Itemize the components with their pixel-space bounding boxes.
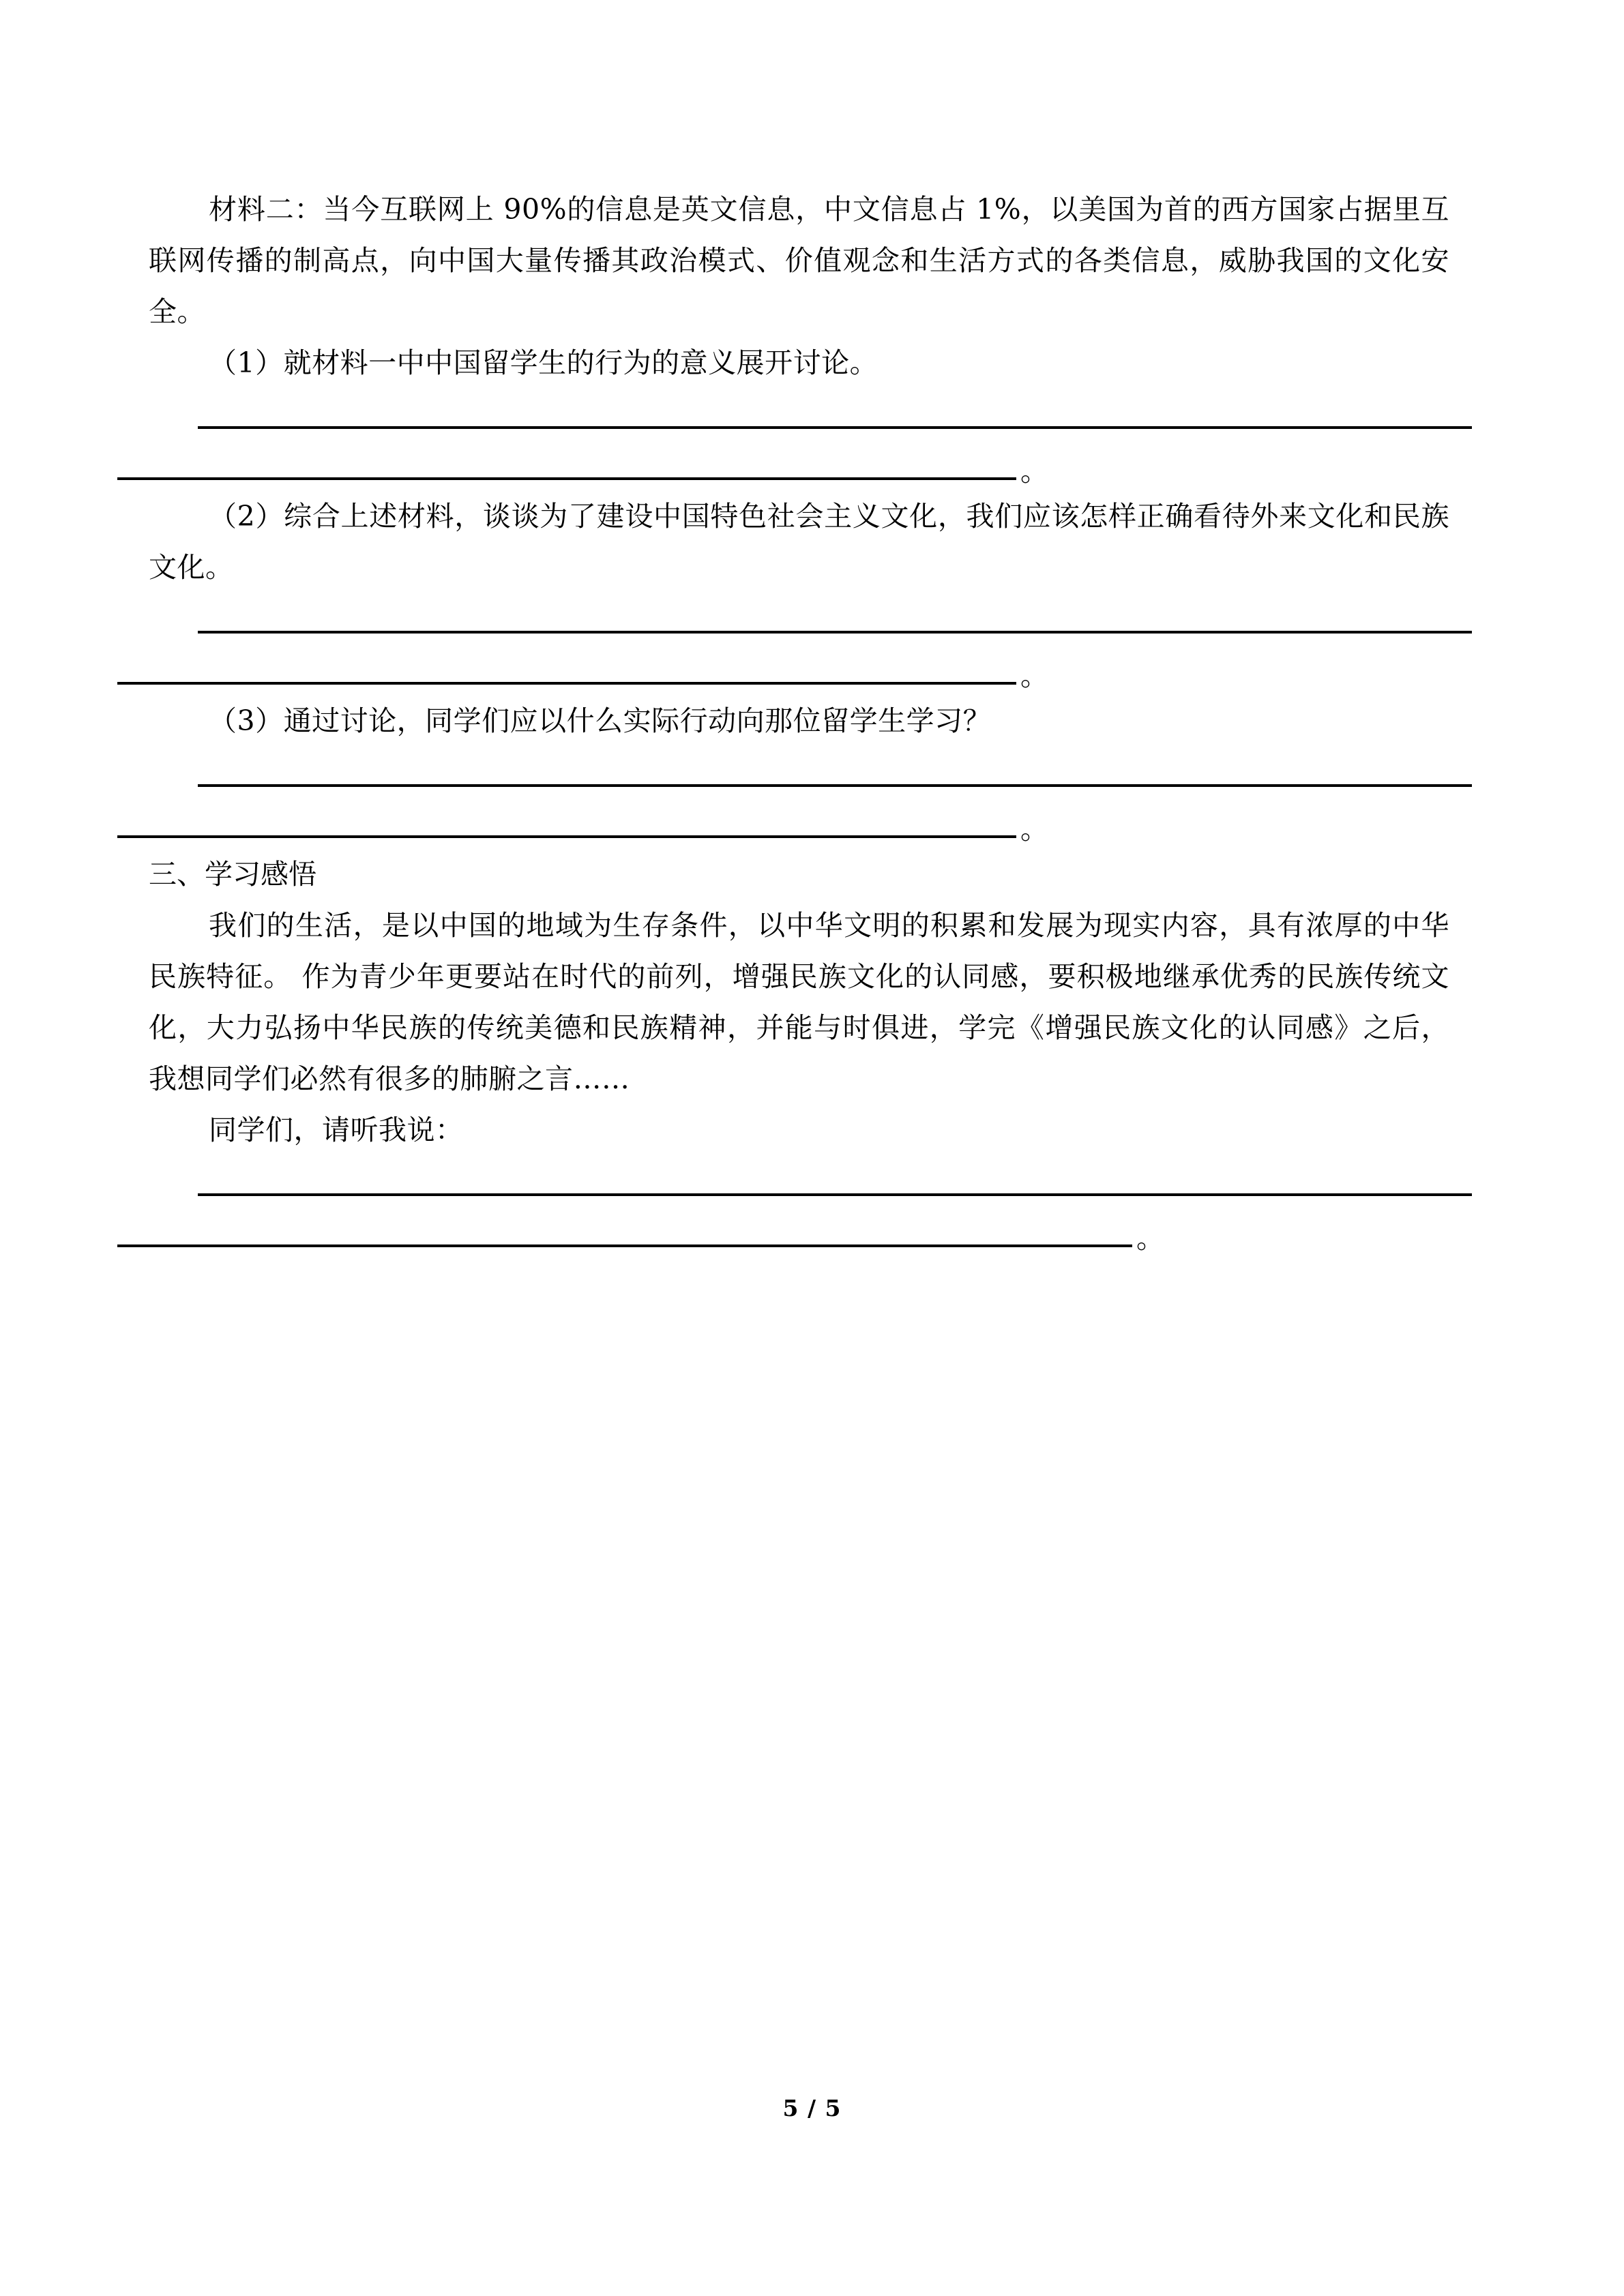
section-prompt-text: 同学们，请听我说：: [209, 1114, 464, 1146]
question-2-text: （2）综合上述材料，谈谈为了建设中国特色社会主义文化，我们应该怎样正确看待外来文化和民族文化。: [149, 500, 1449, 584]
question-2-answer-area[interactable]: [149, 593, 1449, 696]
answer-line-row: [149, 389, 1449, 440]
answer-line-row: [149, 440, 1449, 491]
answer-rule-line[interactable]: [198, 631, 1472, 633]
section-answer-area[interactable]: [149, 1156, 1449, 1258]
page-content: [149, 184, 1449, 1258]
question-1-answer-area[interactable]: [149, 389, 1449, 491]
answer-rule-line[interactable]: [198, 426, 1472, 429]
question-3-text: （3）通过讨论，同学们应以什么实际行动向那位留学生学习？: [209, 704, 992, 737]
answer-rule-line[interactable]: [117, 477, 1016, 480]
question-1-text: （1）就材料一中中国留学生的行为的意义展开讨论。: [209, 346, 879, 379]
section-heading-three: 三、学习感悟: [149, 858, 316, 891]
section-body-paragraph: 我们的生活，是以中国的地域为生存条件，以中华文明的积累和发展为现实内容，具有浓厚的中华民族特征。 作为青少年更要站在时代的前列，增强民族文化的认同感，要积极地继承优秀的民族传统文化，大力弘扬中华民族的传统美德和民族精神，并能与时俱进，学完《增强民族文化的认同感》之后，我想同学们必然有很多的肺腑之言……: [149, 909, 1449, 1095]
answer-line-row: [149, 644, 1449, 696]
material-two-paragraph: 材料二：当今互联网上 90%的信息是英文信息，中文信息占 1%，以美国为首的西方国家占据里互联网传播的制高点，向中国大量传播其政治模式、价值观念和生活方式的各类信息，威胁我国的文化安全。: [149, 193, 1449, 328]
answer-line-row: [149, 593, 1449, 644]
answer-period-mark: 。: [1020, 455, 1048, 488]
answer-rule-line[interactable]: [117, 1244, 1132, 1247]
answer-period-mark: 。: [1136, 1222, 1164, 1255]
answer-period-mark: 。: [1020, 659, 1048, 692]
answer-line-row: [149, 1207, 1449, 1258]
answer-line-row: [149, 1156, 1449, 1207]
answer-period-mark: 。: [1020, 813, 1048, 846]
page-number-footer: 5 / 5: [782, 2095, 842, 2121]
answer-rule-line[interactable]: [198, 1193, 1472, 1196]
answer-rule-line[interactable]: [117, 835, 1016, 838]
answer-line-row: [149, 798, 1449, 849]
answer-rule-line[interactable]: [198, 784, 1472, 787]
answer-rule-line[interactable]: [117, 682, 1016, 685]
answer-line-row: [149, 747, 1449, 798]
question-3-answer-area[interactable]: [149, 747, 1449, 849]
